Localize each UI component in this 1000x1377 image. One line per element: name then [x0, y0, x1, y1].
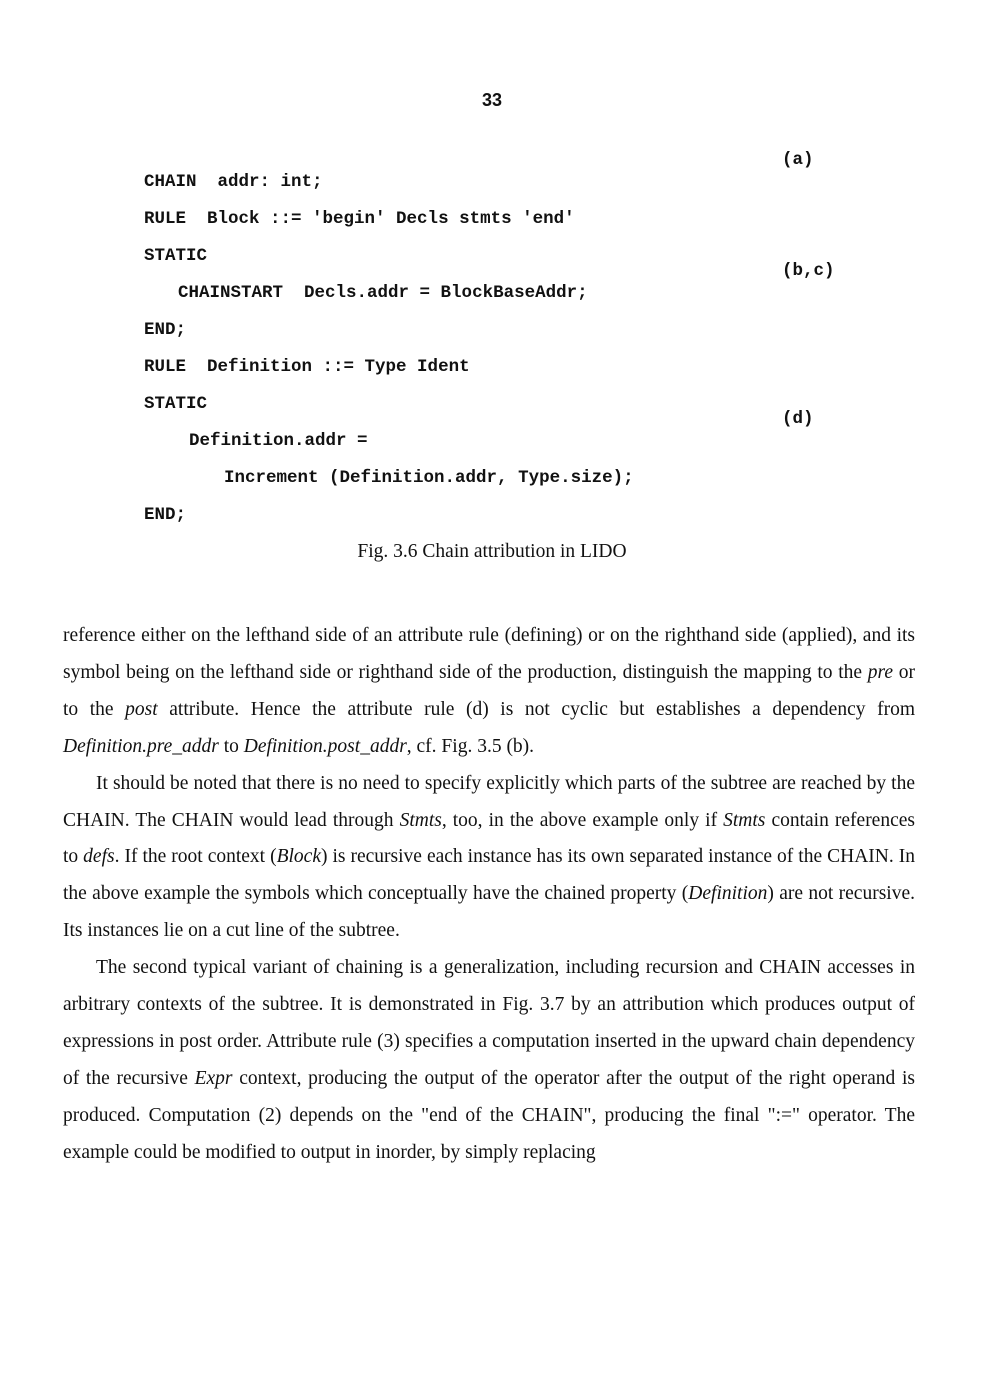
code-line	[102, 260, 862, 303]
emphasis-text: Block	[276, 846, 321, 868]
text-run: reference either on the lefthand side of an attribute rule (defining) or on the righthand side (applied), and its symbol being on the lefthand side or righthand side of the production, distinguish the mapping to the	[63, 625, 915, 683]
text-run: , cf. Fig. 3.5 (b).	[406, 735, 535, 757]
code-text: Definition.addr =	[189, 431, 368, 451]
paragraph	[63, 618, 915, 766]
text-run: contain references to	[63, 809, 915, 868]
code-text: CHAIN addr: int;	[144, 172, 323, 192]
text-run: ) is recursive each instance has its own separated instance of the CHAIN. In the above example the symbols which conceptually have the chained property (	[63, 846, 915, 905]
code-text: RULE Definition ::= Type Ident	[144, 357, 470, 377]
paragraph	[63, 766, 915, 951]
code-listing	[102, 149, 862, 525]
emphasis-text: Definition.pre_addr	[63, 735, 219, 757]
text-run: , too, in the above example only if	[441, 809, 724, 831]
text-run: ) are not recursive. Its instances lie on a cut line of the subtree.	[63, 883, 915, 942]
text-run: context, producing the output of the operator after the output of the right operand is produced. Computation (2) depends on the "end of the CHAIN", producing the final ":=" operator. The example could be modified to output in inorder, by simply replacing	[63, 1067, 915, 1163]
text-run: or to the	[63, 661, 915, 720]
code-text: STATIC	[144, 394, 208, 414]
text-run: to	[218, 735, 244, 757]
code-line	[102, 223, 862, 266]
emphasis-text: Definition.post_addr	[243, 735, 407, 757]
code-line	[102, 371, 862, 414]
emphasis-text: defs	[83, 846, 115, 868]
code-line	[102, 482, 862, 525]
body-text	[63, 618, 915, 1172]
code-text: Increment (Definition.addr, Type.size);	[224, 468, 634, 488]
paragraph	[63, 950, 915, 1171]
text-run: attribute. Hence the attribute rule (d) is not cyclic but establishes a dependency from	[157, 698, 915, 720]
code-text: STATIC	[144, 246, 208, 266]
figure-caption: Fig. 3.6 Chain attribution in LIDO	[357, 541, 627, 562]
code-text: RULE Block ::= 'begin' Decls stmts 'end'	[144, 209, 575, 229]
code-line	[102, 186, 862, 229]
code-line	[102, 149, 862, 192]
code-line	[102, 408, 862, 451]
code-tag: (d)	[782, 409, 814, 429]
text-run: The second typical variant of chaining is a generalization, including recursion and CHAIN accesses in arbitrary contexts of the subtree. It is demonstrated in Fig. 3.7 by an attribution which produces output of expressions in post order. Attribute rule (3) specifies a computation inserted in the upward chain dependency of the recursive	[63, 957, 915, 1089]
text-run: It should be noted that there is no need to specify explicitly which parts of the subtree are reached by the CHAIN. The CHAIN would lead through	[63, 772, 915, 831]
emphasis-text: post	[125, 698, 158, 720]
emphasis-text: Stmts	[399, 809, 442, 831]
text-run: . If the root context (	[114, 846, 277, 868]
emphasis-text: pre	[867, 661, 894, 683]
page-number: 33	[481, 90, 503, 110]
emphasis-text: Definition	[688, 883, 768, 905]
code-text: END;	[144, 505, 187, 525]
code-text: CHAINSTART Decls.addr = BlockBaseAddr;	[178, 283, 588, 303]
code-tag: (b,c)	[782, 261, 835, 281]
code-line	[102, 334, 862, 377]
code-text: END;	[144, 320, 187, 340]
code-line	[102, 445, 862, 488]
emphasis-text: Stmts	[723, 809, 766, 831]
emphasis-text: Expr	[194, 1067, 233, 1089]
code-tag: (a)	[782, 150, 814, 170]
code-line	[102, 297, 862, 340]
